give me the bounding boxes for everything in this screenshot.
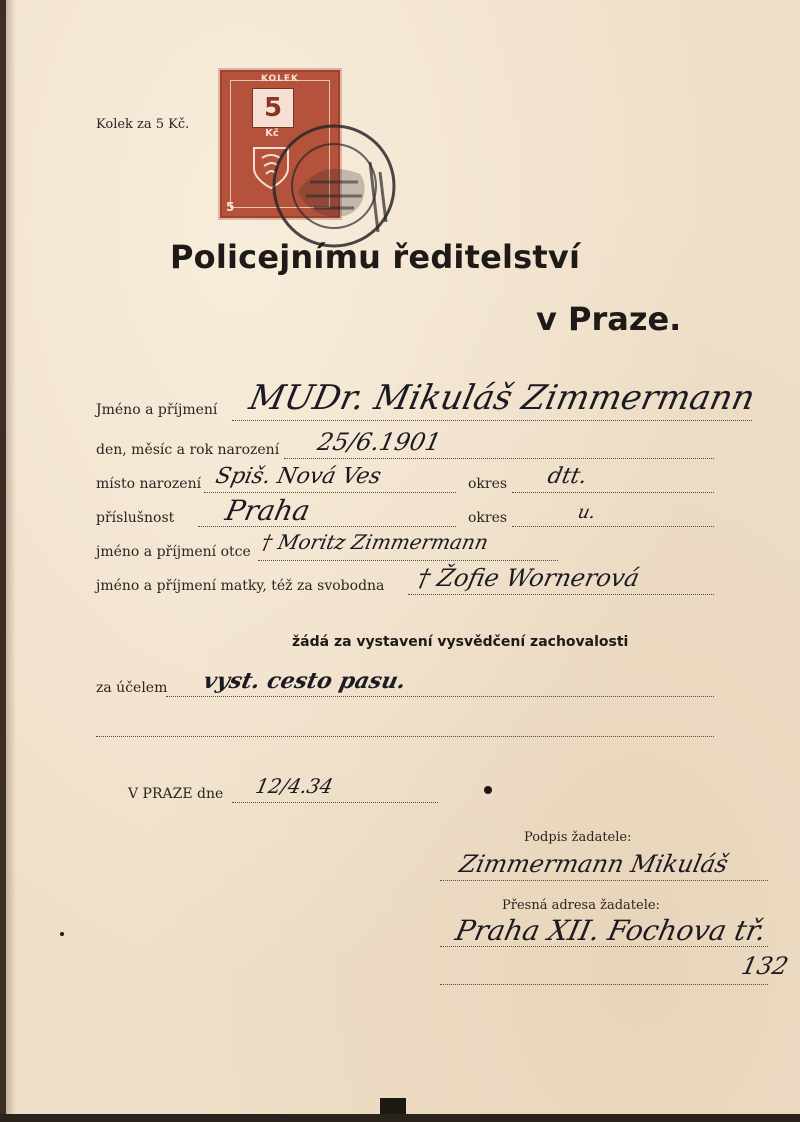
- address-value: Praha XII. Fochova tř.: [452, 914, 770, 947]
- birthplace-district-value: dtt.: [545, 464, 590, 489]
- stamp-corner-value: 5: [226, 200, 235, 214]
- mother-label: jméno a příjmení matky, též za svobodna: [96, 578, 385, 594]
- purpose-value: vyst. cesto pasu.: [201, 668, 409, 694]
- birth-date-label: den, měsíc a rok narození: [96, 442, 280, 458]
- mother-value: † Žofie Wornerová: [415, 564, 642, 592]
- father-value: † Moritz Zimmermann: [259, 530, 491, 554]
- birth-date-line: [284, 458, 714, 459]
- stamp-top-text: KOLEK: [260, 74, 300, 84]
- citizenship-district-label: okres: [468, 510, 508, 526]
- citizenship-value: Praha: [222, 494, 314, 527]
- birthplace-district-label: okres: [468, 476, 508, 492]
- address-label: Přesná adresa žadatele:: [502, 898, 660, 913]
- birthplace-district-line: [512, 492, 714, 493]
- purpose-label: za účelem: [96, 680, 168, 696]
- page-left-shade: [6, 0, 16, 1122]
- binding-mark: [380, 1098, 406, 1114]
- ink-blot: [484, 786, 492, 794]
- place-date-label: V PRAZE dne: [128, 786, 224, 802]
- birthplace-value: Spiš. Nová Ves: [213, 464, 384, 489]
- request-text: žádá za vystavení vysvědčení zachovalosti: [292, 634, 629, 650]
- name-label: Jméno a příjmení: [96, 402, 218, 418]
- birthplace-line: [204, 492, 456, 493]
- address-extra-line: [440, 984, 768, 985]
- mother-line: [408, 594, 714, 595]
- signature-label: Podpis žadatele:: [524, 830, 632, 845]
- father-label: jméno a příjmení otce: [96, 544, 251, 560]
- page-title: Policejnímu ředitelství: [170, 238, 581, 276]
- faint-watermark: [540, 332, 548, 357]
- name-value: MUDr. Mikuláš Zimmermann: [245, 378, 759, 418]
- purpose-line: [166, 696, 714, 697]
- citizenship-label: příslušnost: [96, 510, 175, 526]
- purpose-extra-line: [96, 736, 714, 737]
- signature-line: [440, 880, 768, 881]
- stamp-unit: Kč: [265, 128, 279, 139]
- date-line: [232, 802, 438, 803]
- birth-date-value: 25/6.1901: [315, 428, 444, 456]
- citizenship-district-value: u.: [575, 502, 598, 523]
- page-subtitle: v Praze.: [536, 300, 682, 338]
- date-value: 12/4.34: [253, 774, 336, 798]
- address-number: 132: [739, 952, 791, 980]
- signature-value: Zimmermann Mikuláš: [457, 850, 731, 878]
- citizenship-district-line: [512, 526, 714, 527]
- father-line: [258, 560, 558, 561]
- ink-speck: [60, 932, 64, 936]
- name-line: [232, 420, 752, 421]
- stamp-note: Kolek za 5 Kč.: [96, 117, 190, 132]
- birthplace-label: místo narození: [96, 476, 202, 492]
- postmark-icon: [270, 122, 398, 250]
- page-bottom-edge: [0, 1114, 800, 1122]
- stamp-value: 5: [252, 88, 294, 128]
